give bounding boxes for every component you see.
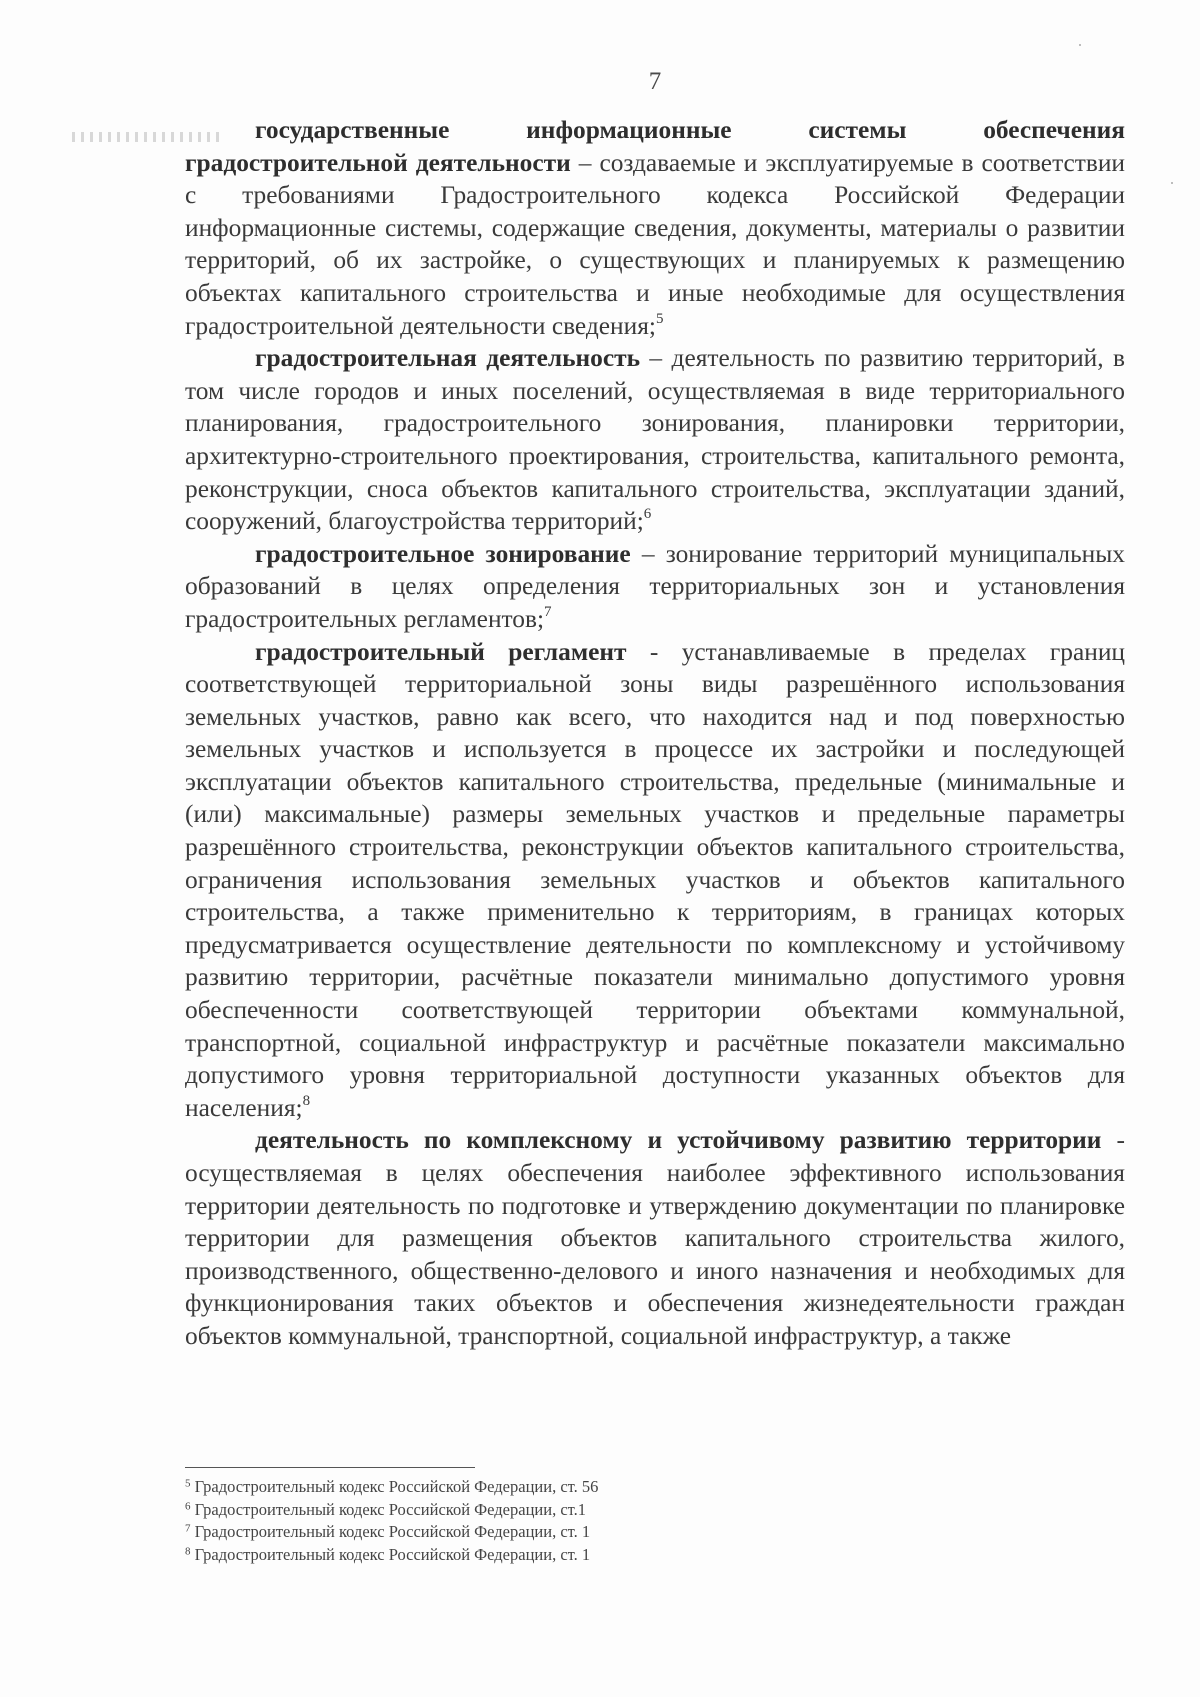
page-number: 7 <box>648 68 662 95</box>
defined-term: градостроительная деятельность <box>255 344 641 373</box>
scan-speck <box>1079 44 1081 46</box>
footnote <box>185 1499 1085 1522</box>
definition-paragraph <box>185 636 1125 1125</box>
footnote-reference: 6 <box>643 505 652 522</box>
footnote <box>185 1521 1085 1544</box>
definition-paragraph <box>185 1124 1125 1352</box>
definition-text: - осуществляемая в целях обеспечения наиболее эффективного использования территории деятельность по подготовке и утверждению документации по планировке территории для размещения объектов капитального строительства жилого, производственного, общественно-делового и иного назначения и необходимых для функционирования таких объектов и обеспечения жизнедеятельности граждан объектов коммунальной, транспортной, социальной инфраструктур, а также <box>185 1126 1125 1350</box>
footnotes <box>185 1476 1085 1566</box>
definition-paragraph <box>185 114 1125 342</box>
footnote-reference: 7 <box>544 603 552 620</box>
footnote-number: 7 <box>185 1522 191 1535</box>
definition-paragraph <box>185 538 1125 636</box>
definition-paragraph <box>185 342 1125 538</box>
footnote-text: Градостроительный кодекс Российской Федерации, ст.1 <box>190 1499 586 1519</box>
footnote-text: Градостроительный кодекс Российской Федерации, ст. 1 <box>190 1522 591 1541</box>
footnote <box>185 1476 1085 1499</box>
definition-text: – деятельность по развитию территорий, в том числе городов и иных поселений, осуществляемая в виде территориального планирования, градостроительного зонирования, планировки территории, архитектурно-строительного проектирования, строительства, капитального ремонта, реконструкции, сноса объектов капитального строительства, эксплуатации зданий, сооружений, благоустройства территорий; <box>185 344 1126 536</box>
footnote-number: 6 <box>185 1500 191 1512</box>
defined-term: градостроительное зонирование <box>255 539 631 568</box>
footnote-separator <box>185 1467 475 1468</box>
footnote-reference: 8 <box>302 1092 311 1109</box>
definition-text: - устанавливаемые в пределах границ соответствующей территориальной зоны виды разрешённого использования земельных участков, равно как всего, что находится над и под поверхностью земельных участков и используется в процессе их застройки и последующей эксплуатации объектов капитального строительства, предельные (минимальные и (или) максимальные) размеры земельных участков и предельные параметры разрешённого строительства, реконструкции объектов капитального строительства, ограничения использования земельных участков и объектов капитального строительства, а также применительно к территориям, в границах которых предусматривается осуществление деятельности по комплексному и устойчивому развитию территории, расчётные показатели минимально допустимого уровня обеспеченности соответствующей территории объектами коммунальной, транспортной, социальной инфраструктур и расчётные показатели максимально допустимого уровня территориальной доступности указанных объектов для населения; <box>185 637 1125 1122</box>
defined-term: деятельность по комплексному и устойчивому развитию территории <box>255 1126 1102 1155</box>
footnote-reference: 5 <box>655 310 664 327</box>
scan-speck <box>1171 182 1173 184</box>
footnote-text: Градостроительный кодекс Российской Федерации, ст. 56 <box>190 1477 599 1496</box>
footnote-number: 8 <box>185 1545 191 1557</box>
definition-text: – зонирование территорий муниципальных образований в целях определения территориальных зон и установления градостроительных регламентов; <box>185 539 1125 633</box>
footnote-text: Градостроительный кодекс Российской Федерации, ст. 1 <box>190 1544 591 1564</box>
defined-term: градостроительный регламент <box>255 637 627 666</box>
defined-term: государственные информационные системы обеспечения градостроительной деятельности <box>185 116 1125 177</box>
footnote-number: 5 <box>185 1477 191 1490</box>
definition-text: – создаваемые и эксплуатируемые в соответствии с требованиями Градостроительного кодекса Российской Федерации информационные системы, содержащие сведения, документы, материалы о развитии территорий, об их застройке, о существующих и планируемых к размещению объектах капитального строительства и иные необходимые для осуществления градостроительной деятельности сведения; <box>185 148 1126 340</box>
document-body <box>185 114 1125 1353</box>
footnote <box>185 1544 1085 1567</box>
